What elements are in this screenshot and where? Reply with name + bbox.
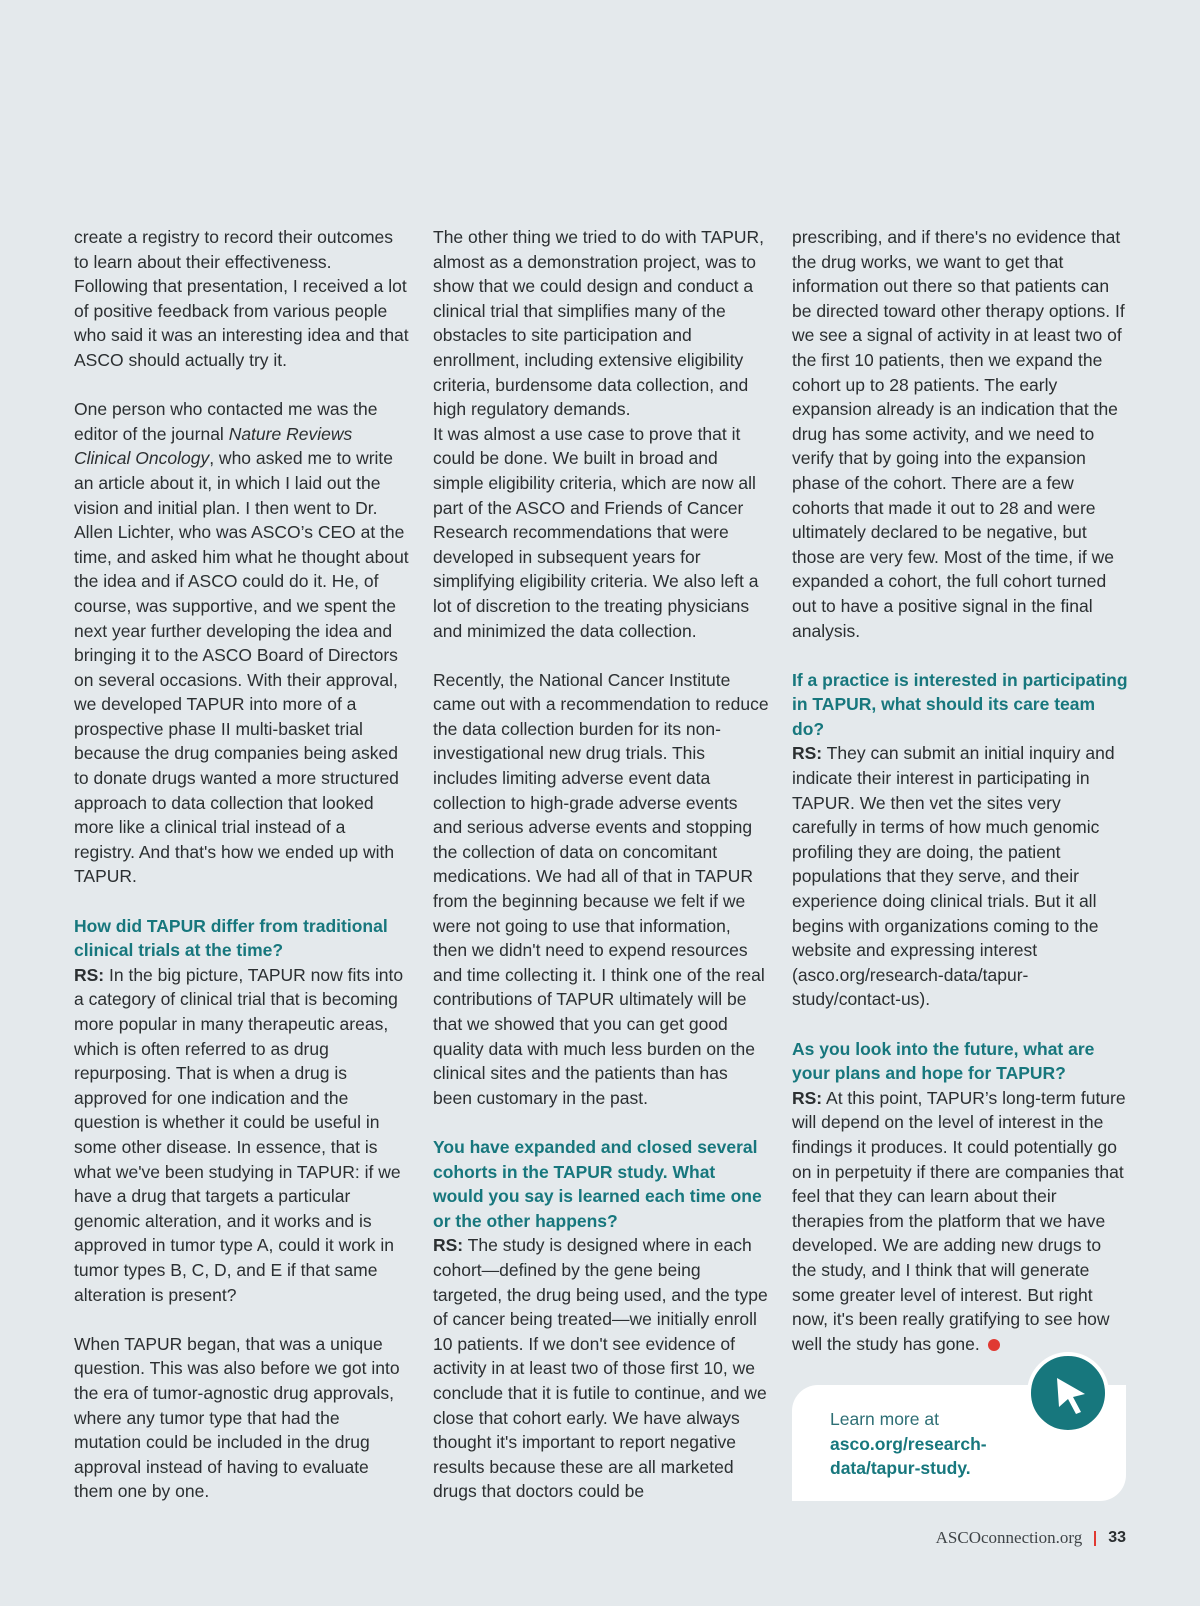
article-column-2 (433, 225, 769, 1504)
interview-answer: RS: At this point, TAPUR’s long-term future will depend on the level of interest in the findings it produces. It could potentially go on in perpetuity if there are companies that feel that they can learn about their therapies from the platform that we have developed. We are adding new drugs to the study, and I think that will generate some greater level of interest. But right now, it's been really gratifying to see how well the study has gone. (792, 1087, 1126, 1354)
paragraph: It was almost a use case to prove that it could be done. We built in broad and simple eligibility criteria, which are now all part of the ASCO and Friends of Cancer Research recommendations that were developed in subsequent years for simplifying eligibility criteria. We also left a lot of discretion to the treating physicians and minimized the data collection. (433, 423, 759, 641)
footer-site: ASCOconnection.org (935, 1528, 1083, 1547)
paragraph: When TAPUR began, that was a unique question. This was also before we got into the era of tumor-agnostic drug approvals, where any tumor type that had the mutation could be included in the drug approval instead of having to evaluate them one by one. (74, 1333, 400, 1502)
speaker-label: RS: (433, 1235, 464, 1256)
paragraph: The other thing we tried to do with TAPUR, almost as a demonstration project, was to show that we could design and conduct a clinical trial that simplifies many of the obstacles to site participation and enrollment, including extensive eligibility criteria, burdensome data collection, and high regulatory demands. (433, 227, 765, 420)
speaker-label: RS: (792, 743, 823, 764)
article-column-3 (792, 225, 1128, 1356)
interview-answer: RS: In the big picture, TAPUR now fits into a category of clinical trial that is becoming more popular in many therapeutic areas, which is often referred to as drug repurposing. That is when a drug is approved for one indication and the question is whether it could be useful in some other disease. In essence, that is what we've been studying in TAPUR: if we have a drug that targets a particular genomic alteration, and it works and is approved in tumor type A, could it work in tumor types B, C, D, and E if that same alteration is present? (74, 964, 404, 1305)
paragraph: prescribing, and if there's no evidence that the drug works, we want to get that information out there so that patients can be directed toward other therapy options. If we see a signal of activity in at least two of the first 10 patients, then we expand the cohort up to 28 patients. The early expansion already is an indication that the drug has some activity, and we need to verify that by going into the expansion phase of the cohort. There are a few cohorts that made it out to 28 and were ultimately declared to be negative, but those are very few. Most of the time, if we expanded a cohort, the full cohort turned out to have a positive signal in the final analysis. (792, 227, 1125, 641)
article-column-1 (74, 225, 410, 1504)
callout-label: Learn more at (830, 1409, 939, 1429)
end-mark-icon (988, 1339, 1000, 1351)
paragraph: One person who contacted me was the editor of the journal Nature Reviews Clinical Oncology, who asked me to write an article about it, in which I laid out the vision and initial plan. I then went to Dr. Allen Lichter, who was ASCO’s CEO at the time, and asked him what he thought about the idea and if ASCO could do it. He, of course, was supportive, and we spent the next year further developing the idea and bringing it to the ASCO Board of Directors on several occasions. With their approval, we developed TAPUR into more of a prospective phase II multi-basket trial because the drug companies being asked to donate drugs wanted a more structured approach to data collection that looked more like a clinical trial instead of a registry. And that's how we ended up with TAPUR. (74, 399, 409, 887)
interview-question: You have expanded and closed several cohorts in the TAPUR study. What would you say is learned each time one or the other happens? (433, 1136, 762, 1231)
paragraph: create a registry to record their outcomes to learn about their effectiveness. Following that presentation, I received a lot of positive feedback from various people who said it was an interesting idea and that ASCO should actually try it. (74, 227, 409, 370)
cursor-arrow-icon (1027, 1352, 1109, 1434)
page-number: 33 (1108, 1529, 1126, 1546)
interview-answer: RS: They can submit an initial inquiry and indicate their interest in participating in TAPUR. We then vet the sites very carefully in terms of how much genomic profiling they are doing, the patient populations that they serve, and their experience doing clinical trials. But it all begins with organizations coming to the website and expressing interest (asco.org/research-data/tapur-study/contact-us). (792, 743, 1115, 1010)
interview-question: As you look into the future, what are your plans and hope for TAPUR? (792, 1038, 1095, 1084)
interview-question: How did TAPUR differ from traditional clinical trials at the time? (74, 915, 388, 961)
journal-title: Nature Reviews Clinical Oncology (74, 423, 353, 469)
page-footer (936, 1528, 1126, 1548)
learn-more-link[interactable]: asco.org/research-data/tapur-study. (830, 1433, 987, 1479)
paragraph: Recently, the National Cancer Institute came out with a recommendation to reduce the data collection burden for its non-investigational new drug trials. This includes limiting adverse event data collection to high-grade adverse events and serious adverse events and stopping the collection of data on concomitant medications. We had all of that in TAPUR from the beginning because we felt if we were not going to use that information, then we didn't need to expend resources and time collecting it. I think one of the real contributions of TAPUR ultimately will be that we showed that you can get good quality data with much less burden on the clinical sites and the patients than has been customary in the past. (433, 669, 769, 1108)
cursor-arrow-shape (1051, 1374, 1091, 1418)
speaker-label: RS: (74, 964, 105, 985)
interview-question: If a practice is interested in participating in TAPUR, what should its care team do? (792, 669, 1128, 739)
footer-divider (1094, 1531, 1096, 1546)
speaker-label: RS: (792, 1087, 823, 1108)
interview-answer: RS: The study is designed where in each cohort—defined by the gene being targeted, the drug being used, and the type of cancer being treated—we initially enroll 10 patients. If we don't see evidence of activity in at least two of those first 10, we conclude that it is futile to continue, and we close that cohort early. We have always thought it's important to report negative results because these are all marketed drugs that doctors could be (433, 1235, 768, 1502)
